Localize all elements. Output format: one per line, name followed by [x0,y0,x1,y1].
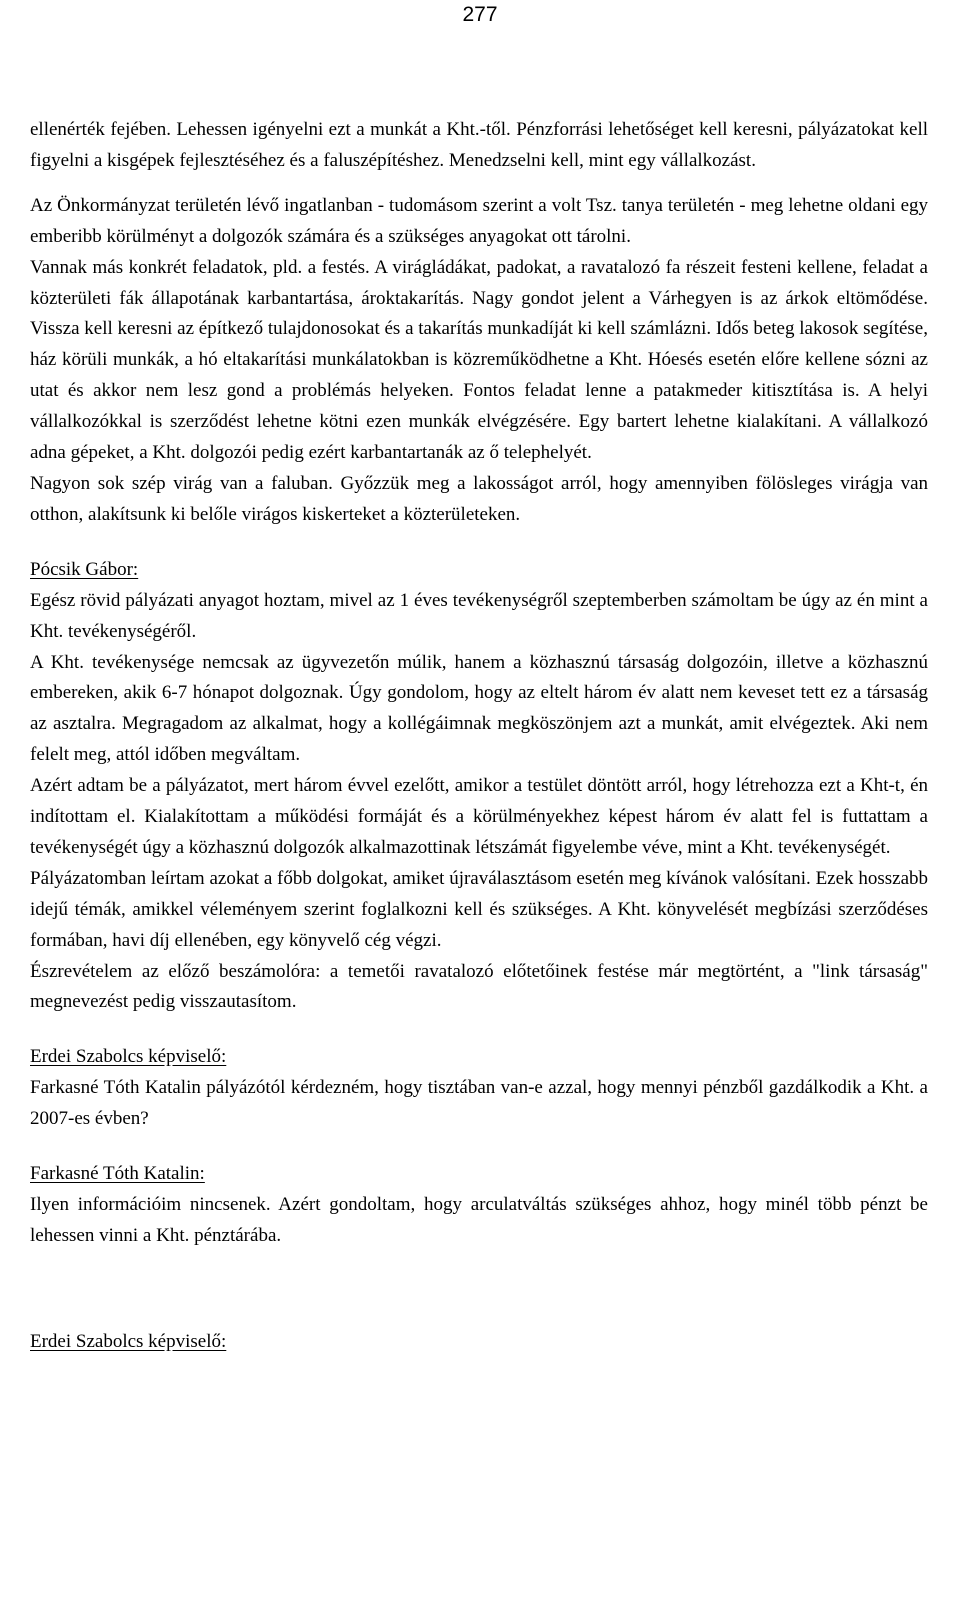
page-number: 277 [462,3,498,26]
paragraph: Farkasné Tóth Katalin pályázótól kérdezném, hogy tisztában van-e azzal, hogy mennyi pénzből gazdálkodik a Kht. a 2007-es évben? [30,1077,928,1130]
paragraph: Vannak más konkrét feladatok, pld. a festés. A virágládákat, padokat, a ravatalozó fa részeit festeni kellene, feladat a közterületi fák állapotának karbantartása, ároktakarítás. Nagy gondot jelent a Várhegyen is az árkok eltömődése. Vissza kell keresni az építkező tulajdonosokat és a takarítás munkadíját ki kell számlázni. Idős beteg lakosok segítése, ház körüli munkák, a hó eltakarítási munkálatokban is közreműködhetne a Kht. Hóesés esetén előre kellene sózni az utat és akkor nem lesz gond a problémás helyeken. Fontos feladat lenne a patakmeder kitisztítása is. A helyi vállalkozókkal is szerződést lehetne kötni ezen munkák elvégzésére. Egy bartert lehetne kialakítani. A vállalkozó adna gépeket, a Kht. dolgozói pedig ezért karbantartanák az ő telephelyét. [30,256,928,464]
speaker-name: Erdei Szabolcs képviselő: [30,1046,227,1068]
paragraph: ellenérték fejében. Lehessen igényelni ezt a munkát a Kht.-től. Pénzforrási lehetőséget kell keresni, pályázatokat kell figyelni a kisgépek fejlesztéséhez és a faluszépítéshez. Menedzselni kell, mint egy vállalkozást. [30,119,928,171]
paragraph: Észrevételem az előző beszámolóra: a temetői ravatalozó előtetőinek festése már megtörtént, a "link társaság" megnevezést pedig visszautasítom. [30,960,928,1013]
paragraph: Nagyon sok szép virág van a faluban. Győzzük meg a lakosságot arról, hogy amennyiben fölösleges virágja van otthon, alakítsunk ki belőle virágos kiskerteket a közterületeken. [30,472,928,525]
speaker-name: Farkasné Tóth Katalin: [30,1163,205,1185]
paragraph: Pályázatomban leírtam azokat a főbb dolgokat, amiket újraválasztásom esetén meg kívánok valósítani. Ezek hosszabb idejű témák, amikkel véleményem szerint foglalkozni kell és szükséges. A Kht. könyvelését megbízási szerződéses formában, havi díj ellenében, egy könyvelő cég végzi. [30,867,928,951]
document-body [30,115,928,1358]
speaker-name: Erdei Szabolcs képviselő: [30,1330,227,1352]
paragraph: Az Önkormányzat területén lévő ingatlanban - tudomásom szerint a volt Tsz. tanya területén - meg lehetne oldani egy emberibb körülményt a dolgozók számára és a szükséges anyagokat ott tárolni. [30,194,928,247]
speaker-name: Pócsik Gábor: [30,558,139,580]
paragraph: Azért adtam be a pályázatot, mert három évvel ezelőtt, amikor a testület döntött arról, hogy létrehozza ezt a Kht-t, én indítottam el. Kialakítottam a működési formáját és a körülményekhez képest három év alatt fel is futtattam a tevékenységét úgy a közhasznú dolgozók alkalmazottinak létszámát figyelembe véve, mint a Kht. tevékenységét. [30,775,928,858]
paragraph: Ilyen információim nincsenek. Azért gondoltam, hogy arculatváltás szükséges ahhoz, hogy minél több pénzt be lehessen vinni a Kht. pénztárába. [30,1194,928,1246]
paragraph: A Kht. tevékenysége nemcsak az ügyvezetőn múlik, hanem a közhasznú társaság dolgozóin, illetve a közhasznú embereken, akik 6-7 hónapot dolgoznak. Úgy gondolom, hogy az eltelt három év alatt nem keveset tett ez a társaság az asztalra. Megragadom az alkalmat, hogy a kollégáimnak megköszönjem azt a munkát, amit elvégeztek. Aki nem felelt meg, attól időben megváltam. [30,651,928,766]
paragraph: Egész rövid pályázati anyagot hoztam, mivel az 1 éves tevékenységről szeptemberben számoltam be úgy az én mint a Kht. tevékenységéről. [30,589,928,642]
